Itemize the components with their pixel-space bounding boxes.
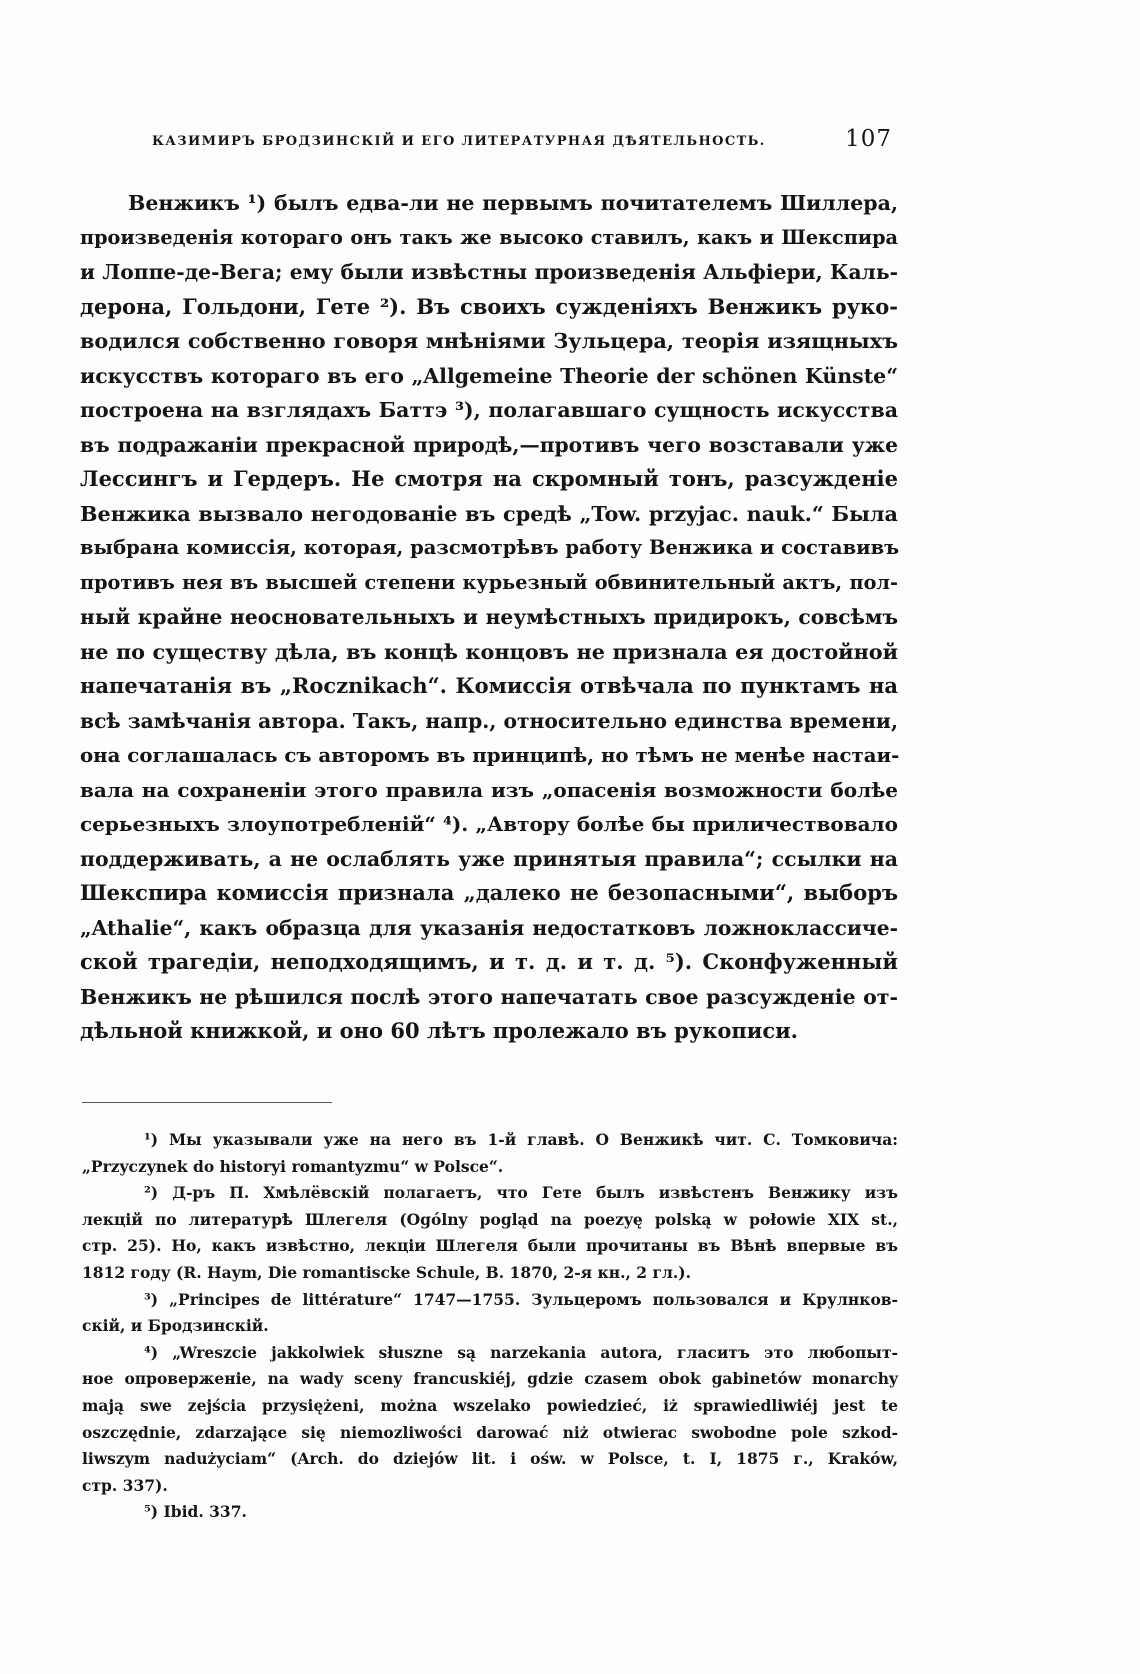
- footnote-line: ³) „Principes de littérature“ 1747—1755. Зульцеромъ пользовался и Крулнков-: [144, 1289, 898, 1309]
- text-line: выбрана комиссія, которая, разсмотрѣвъ работу Венжика и составивъ: [80, 536, 900, 559]
- footnote-line: ¹) Мы указывали уже на него въ 1-й главѣ. О Венжикѣ чит. С. Томковича:: [144, 1130, 898, 1149]
- footnote-divider: [82, 1102, 332, 1103]
- text-line: въ подражаніи прекрасной природѣ,—противъ чего возставали уже: [80, 432, 898, 457]
- text-line: Венжикъ не рѣшился послѣ этого напечатать свое разсужденіе от-: [80, 984, 898, 1009]
- footnote-line: liwszym nadużyciam“ (Arch. do dziejów lit. i ośw. w Polsce, t. I, 1875 г., Kraków,: [82, 1449, 898, 1469]
- running-head: [152, 126, 892, 156]
- footnotes: [82, 1127, 898, 1526]
- footnote-line: oszczędnie, zdarzające się niemozliwości darować niż otwierac swobodne pole szkod-: [82, 1422, 898, 1442]
- text-line: напечатанія въ „Rocznikach“. Комиссія отвѣчала по пунктамъ на: [80, 673, 898, 698]
- footnote-line: ⁵) Ibid. 337.: [144, 1502, 247, 1522]
- footnote-line: „Przyczynek do historyi romantyzmu“ w Polsce“.: [82, 1156, 504, 1176]
- text-line: построена на взглядахъ Баттэ ³), полагавшаго сущность искусства: [80, 398, 898, 422]
- main-text: [80, 186, 898, 1049]
- text-line: ный крайне неосновательныхъ и неумѣстныхъ придирокъ, совсѣмъ: [80, 605, 898, 629]
- text-line: она соглашалась съ авторомъ въ принципѣ, но тѣмъ не менѣе настаи-: [80, 743, 900, 767]
- text-line: „Athalie“, какъ образца для указанія недостатковъ ложноклассиче-: [80, 915, 898, 940]
- text-line: Шекспира комиссія признала „далеко не безопасными“, выборъ: [80, 880, 898, 905]
- text-line: дерона, Гольдони, Гете ²). Въ своихъ сужденіяхъ Венжикъ руко-: [80, 293, 898, 319]
- text-line: искусствъ котораго въ его „Allgemeine Theorie der schönen Künste“: [80, 363, 898, 388]
- text-line: не по существу дѣла, въ концѣ концовъ не признала ея достойной: [80, 639, 898, 664]
- text-line: вала на сохраненіи этого правила изъ „опасенія возможности болѣе: [80, 777, 898, 802]
- text-line: всѣ замѣчанія автора. Такъ, напр., относительно единства времени,: [80, 708, 898, 733]
- footnote-line: ²) Д-ръ П. Хмѣлёвскій полагаетъ, что Гете былъ извѣстенъ Венжику изъ: [144, 1183, 898, 1203]
- text-line: водился собственно говоря мнѣніями Зульцера, теорія изящныхъ: [80, 329, 898, 353]
- footnote-line: стр. 25). Но, какъ извѣстно, лекціи Шлегеля были прочитаны въ Вѣнѣ впервые въ: [82, 1236, 898, 1256]
- text-line: Венжикъ ¹) былъ едва-ли не первымъ почитателемъ Шиллера,: [128, 191, 898, 215]
- running-head-title: КАЗИМИРЪ БРОДЗИНСКІЙ И ЕГО ЛИТЕРАТУРНАЯ ДѢЯТЕЛЬНОСТЬ.: [152, 134, 766, 149]
- footnote-line: 1812 году (R. Haym, Die romantiscke Schule, B. 1870, 2-я кн., 2 гл.).: [82, 1262, 691, 1282]
- page-number: 107: [845, 126, 892, 152]
- text-line: серьезныхъ злоупотребленій“ ⁴). „Автору болѣе бы приличествовало: [80, 812, 898, 836]
- text-line: Лессингъ и Гердеръ. Не смотря на скромный тонъ, разсужденіе: [80, 466, 898, 491]
- text-line: противъ нея въ высшей степени курьезный обвинительный актъ, пол-: [80, 570, 898, 594]
- text-line: произведенія котораго онъ такъ же высоко ставилъ, какъ и Шекспира: [80, 225, 898, 249]
- text-line: Венжика вызвало негодованіе въ средѣ „Tow. przyjac. nauk.“ Была: [80, 501, 898, 526]
- footnote-line: скій, и Бродзинскій.: [82, 1316, 269, 1336]
- text-line: и Лоппе-де-Вега; ему были извѣстны произведенія Альфіери, Каль-: [80, 260, 898, 284]
- text-line: ской трагедіи, неподходящимъ, и т. д. и т. д. ⁵). Сконфуженный: [80, 949, 898, 974]
- footnote-line: лекцій по литературѣ Шлегеля (Ogólny pogląd na poezyę polską w połowie XIX st.,: [82, 1209, 898, 1229]
- footnote-line: ное опроверженіе, na wady sceny francuskiéj, gdzie czasem obok gabinetów monarchy: [82, 1369, 898, 1389]
- text-line: поддерживать, а не ослаблять уже принятыя правила“; ссылки на: [80, 846, 898, 871]
- footnote-line: mają swe zejścia przysiężeni, można wszelako powiedzieć, iż sprawiedliwiéj jest te: [82, 1395, 898, 1415]
- text-line: дѣльной книжкой, и оно 60 лѣтъ пролежало въ рукописи.: [80, 1018, 798, 1043]
- footnote-line: ⁴) „Wreszcie jakkolwiek słuszne są narzekania autora, гласитъ это любопыт-: [144, 1342, 898, 1362]
- footnote-line: стр. 337).: [82, 1475, 168, 1495]
